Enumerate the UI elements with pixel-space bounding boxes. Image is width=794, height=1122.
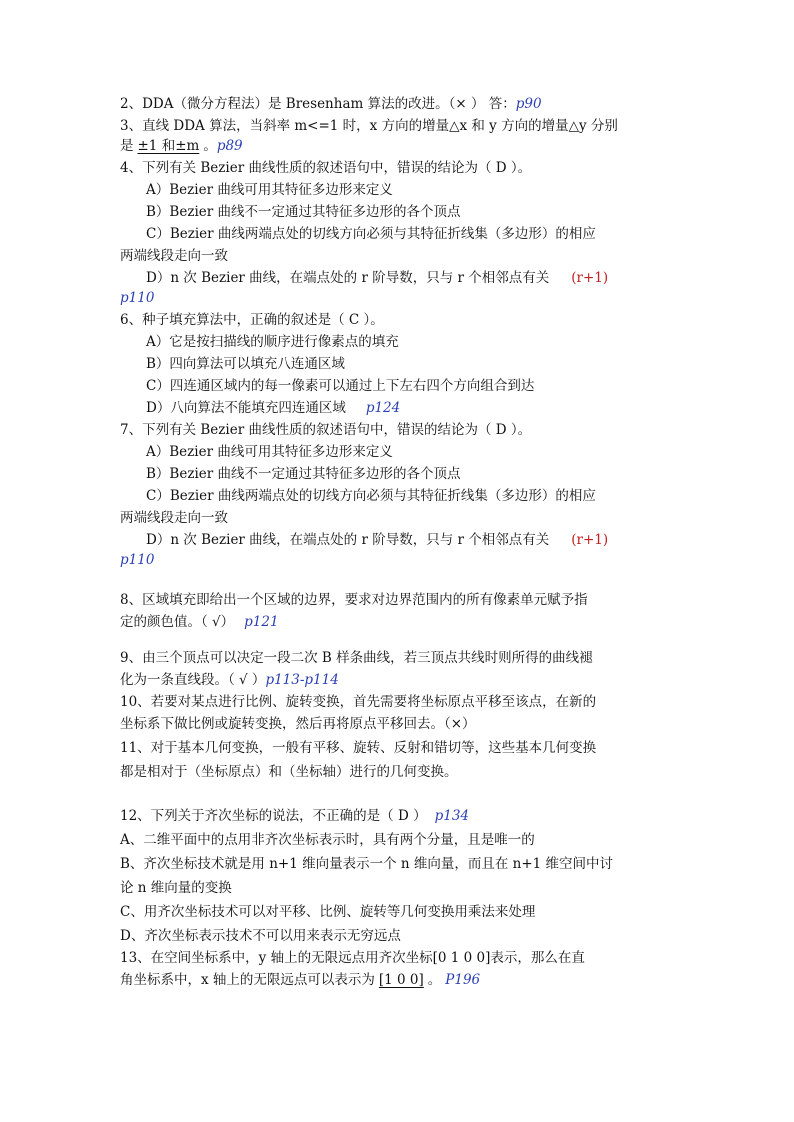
question-10-line-1: 10、若要对某点进行比例、旋转变换，首先需要将坐标原点平移至该点，在新的 [120,694,597,710]
question-11-line-2: 都是相对于（坐标原点）和（坐标轴）进行的几何变换。 [120,764,458,780]
question-12-stem: 12、下列关于齐次坐标的说法，不正确的是（ D ） p134 [120,808,470,824]
question-9-line-1: 9、由三个顶点可以决定一段二次 B 样条曲线，若三顶点共线时则所得的曲线褪 [120,650,593,666]
option-d: D）n 次 Bezier 曲线，在端点处的 r 阶导数，只与 r 个相邻点有关 (r+1) [146,532,609,548]
option-b: B）Bezier 曲线不一定通过其特征多边形的各个顶点 [146,466,461,482]
page-ref: p134 [434,808,470,824]
question-13-line-1: 13、在空间坐标系中，y 轴上的无限远点用齐次坐标[0 1 0 0]表示，那么在直 [120,950,585,966]
page-ref: p110 [120,290,155,306]
question-9-line-2: 化为一条直线段。（ √ ）p113-p114 [120,672,339,688]
option-c: C、用齐次坐标技术可以对平移、比例、旋转等几何变换用乘法来处理 [120,904,536,920]
page-ref: p113-p114 [265,672,339,688]
option-c: C）Bezier 曲线两端点处的切线方向必须与其特征折线集（多边形）的相应 [146,226,596,242]
option-d: D）八向算法不能填充四连通区域 p124 [146,400,401,416]
page-ref: p89 [216,138,243,154]
page-ref: P196 [445,972,481,988]
page-ref: p110 [120,552,155,568]
question-4-stem: 4、下列有关 Bezier 曲线性质的叙述语句中，错误的结论为（ D ）。 [120,160,532,176]
question-2 [120,94,542,114]
option-b-continued: 论 n 维向量的变换 [120,880,232,896]
option-a: A）它是按扫描线的顺序进行像素点的填充 [146,334,399,350]
question-7-stem: 7、下列有关 Bezier 曲线性质的叙述语句中，错误的结论为（ D ）。 [120,422,532,438]
answer-blank: ±1 和±m [137,138,200,154]
question-8-line-2: 定的颜色值。（ √） p121 [120,614,279,630]
question-2-text: 2、DDA（微分方程法）是 Bresenham 算法的改进。（× ） 答： [120,96,516,112]
option-b: B、齐次坐标技术就是用 n+1 维向量表示一个 n 维向量，而且在 n+1 维空间中讨 [120,856,614,872]
page-ref: p121 [244,614,279,630]
option-c-continued: 两端线段走向一致 [120,510,228,526]
option-b: B）Bezier 曲线不一定通过其特征多边形的各个顶点 [146,204,461,220]
annotation-note: (r+1) [571,532,609,548]
page-ref: p90 [515,96,542,112]
option-a: A）Bezier 曲线可用其特征多边形来定义 [146,444,393,460]
option-a: A）Bezier 曲线可用其特征多边形来定义 [146,182,393,198]
question-3-line-2: 是 ±1 和±m 。p89 [120,138,243,154]
option-d: D、齐次坐标表示技术不可以用来表示无穷远点 [120,928,401,944]
option-a: A、二维平面中的点用非齐次坐标表示时，具有两个分量，且是唯一的 [120,832,535,848]
annotation-note: (r+1) [571,270,609,286]
question-10-line-2: 坐标系下做比例或旋转变换，然后再将原点平移回去。（×） [120,716,476,732]
option-c: C）四连通区域内的每一像素可以通过上下左右四个方向组合到达 [146,378,535,394]
question-3-line-1: 3、直线 DDA 算法，当斜率 m<=1 时，x 方向的增量△x 和 y 方向的增量△y 分别 [120,118,618,134]
question-13-line-2: 角坐标系中，x 轴上的无限远点可以表示为 [1 0 0] 。 P196 [120,972,481,988]
answer-blank: [1 0 0] [378,972,424,988]
option-c-continued: 两端线段走向一致 [120,248,228,264]
option-d: D）n 次 Bezier 曲线，在端点处的 r 阶导数，只与 r 个相邻点有关 (r+1) [146,270,609,286]
page-ref: p124 [365,400,401,416]
option-c: C）Bezier 曲线两端点处的切线方向必须与其特征折线集（多边形）的相应 [146,488,596,504]
question-8-line-1: 8、区域填充即给出一个区域的边界，要求对边界范围内的所有像素单元赋予指 [120,592,588,608]
question-11-line-1: 11、对于基本几何变换，一般有平移、旋转、反射和错切等，这些基本几何变换 [120,740,597,756]
option-b: B）四向算法可以填充八连通区域 [146,356,345,372]
question-6-stem: 6、种子填充算法中，正确的叙述是（ C ）。 [120,312,384,328]
